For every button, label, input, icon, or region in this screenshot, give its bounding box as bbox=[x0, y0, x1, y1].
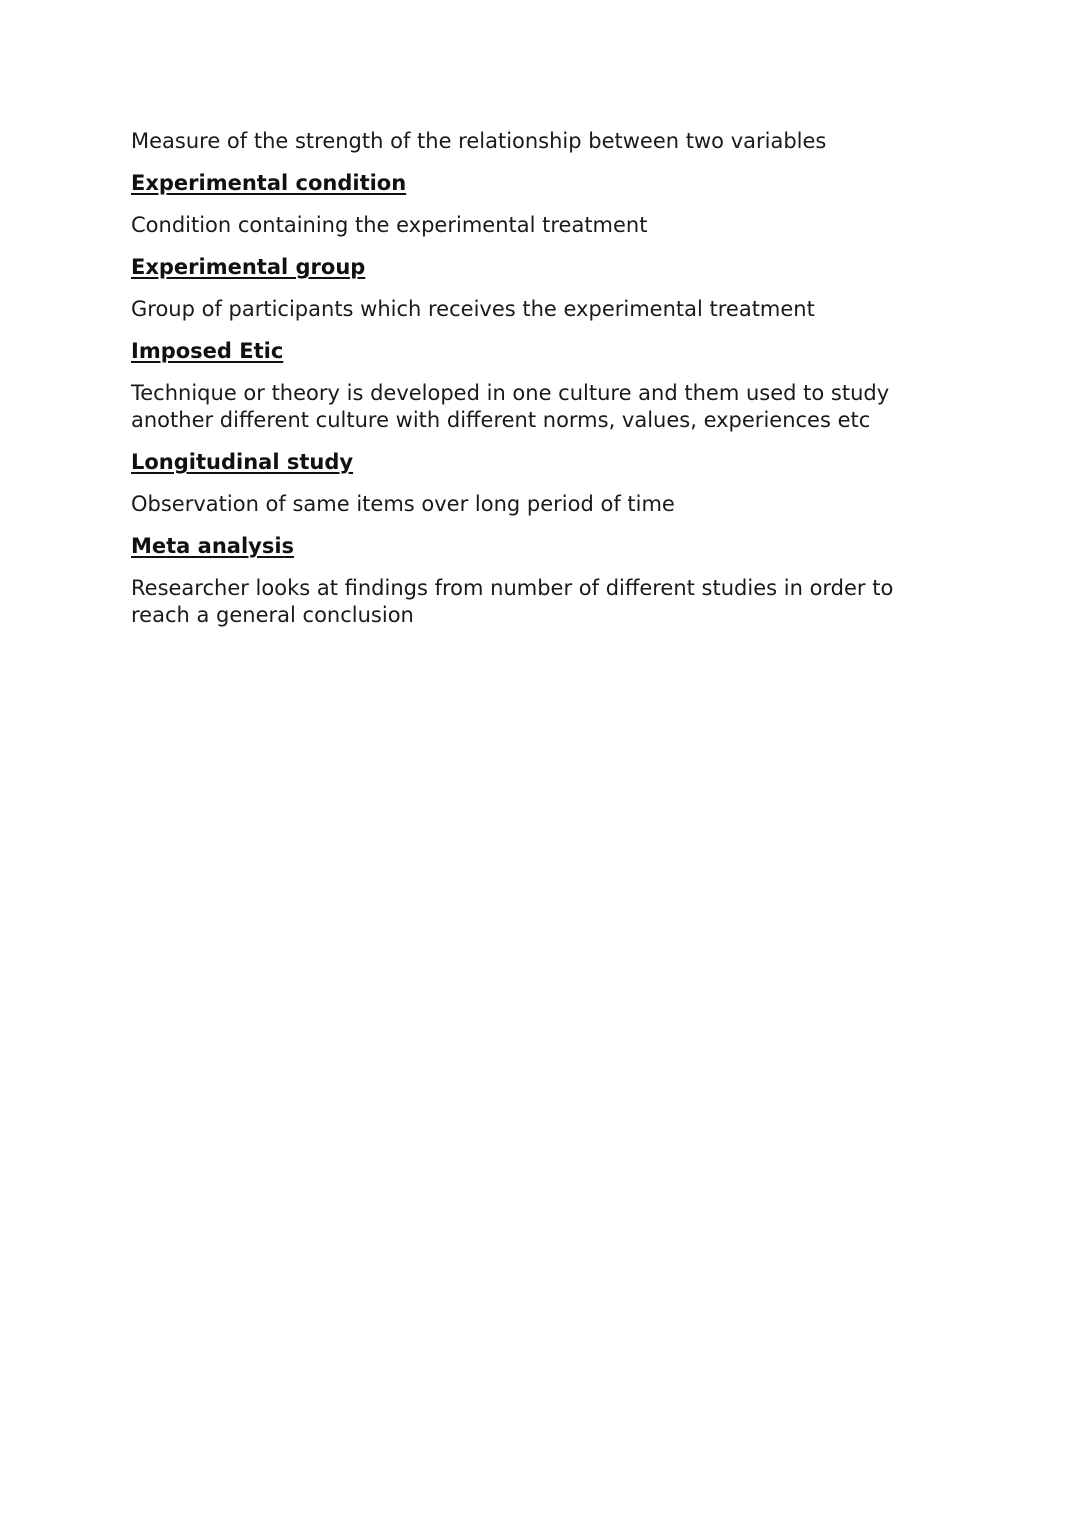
definition-longitudinal-study: Observation of same items over long period of time bbox=[131, 492, 675, 516]
definition-imposed-etic: Technique or theory is developed in one culture and them used to study another different culture with different norms, values, experiences etc bbox=[131, 381, 890, 432]
glossary-body bbox=[131, 128, 951, 644]
term-longitudinal-study: Longitudinal study bbox=[131, 450, 354, 474]
term-experimental-group: Experimental group bbox=[131, 255, 366, 279]
term-imposed-etic: Imposed Etic bbox=[131, 339, 284, 363]
term-experimental-condition: Experimental condition bbox=[131, 171, 407, 195]
definition-correlation-coefficient: Measure of the strength of the relationship between two variables bbox=[131, 129, 827, 153]
definition-meta-analysis: Researcher looks at findings from number of different studies in order to reach a general conclusion bbox=[131, 576, 894, 627]
term-meta-analysis: Meta analysis bbox=[131, 534, 295, 558]
definition-experimental-condition: Condition containing the experimental treatment bbox=[131, 213, 648, 237]
definition-experimental-group: Group of participants which receives the experimental treatment bbox=[131, 297, 815, 321]
